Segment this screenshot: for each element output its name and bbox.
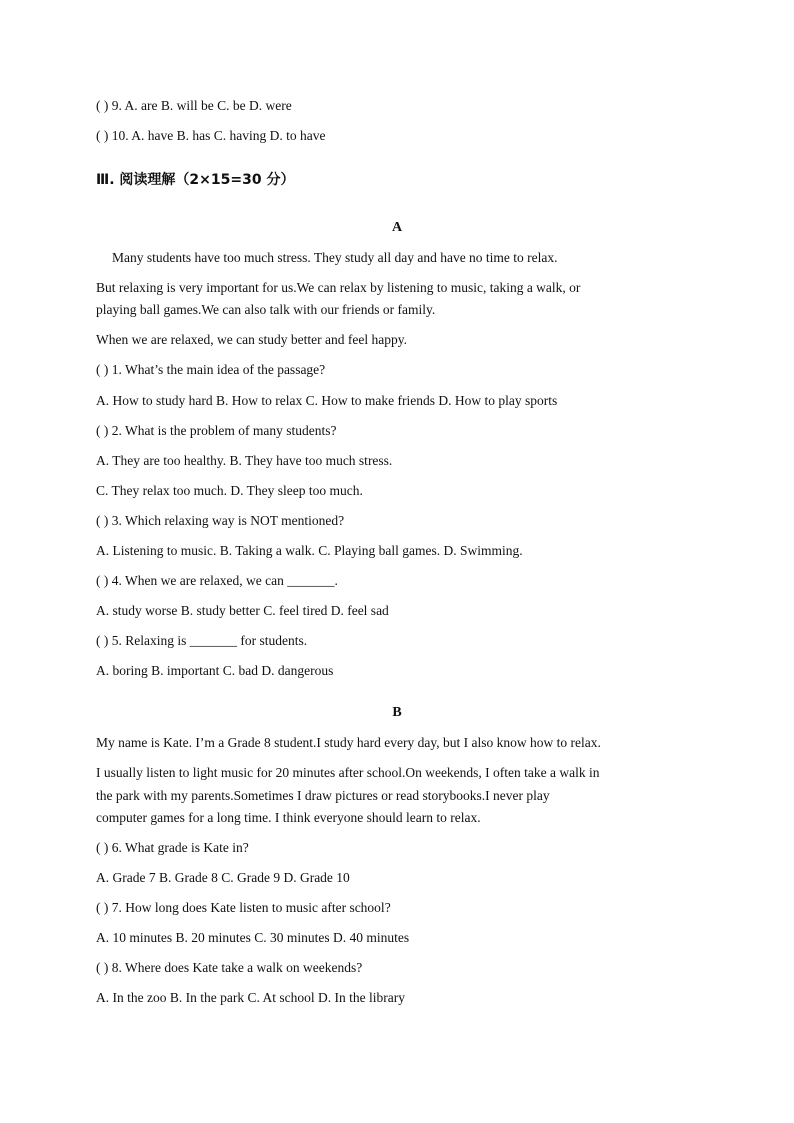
question-10: ( ) 10. A. have B. has C. having D. to have [96, 128, 326, 143]
passage-a-line: When we are relaxed, we can study better and feel happy. [96, 332, 407, 347]
passage-b-line: the park with my parents.Sometimes I draw pictures or read storybooks.I never play [96, 788, 550, 803]
question-1: ( ) 1. What’s the main idea of the passage? [96, 362, 326, 377]
options-8: A. In the zoo B. In the park C. At school D. In the library [96, 990, 405, 1005]
options-2-cd: C. They relax too much. D. They sleep too much. [96, 483, 363, 498]
options-7: A. 10 minutes B. 20 minutes C. 30 minutes D. 40 minutes [96, 930, 410, 945]
passage-b-title: B [392, 705, 402, 720]
question-3: ( ) 3. Which relaxing way is NOT mentioned? [96, 513, 345, 528]
passage-b-line: I usually listen to light music for 20 minutes after school.On weekends, I often take a walk in [96, 765, 600, 780]
options-5: A. boring B. important C. bad D. dangerous [96, 663, 334, 678]
passage-a-title: A [391, 220, 403, 235]
passage-b-line: computer games for a long time. I think everyone should learn to relax. [96, 810, 481, 825]
options-1: A. How to study hard B. How to relax C. How to make friends D. How to play sports [96, 393, 558, 408]
question-8: ( ) 8. Where does Kate take a walk on weekends? [96, 960, 363, 975]
passage-a-line: Many students have too much stress. They study all day and have no time to relax. [112, 250, 558, 265]
passage-a-line: But relaxing is very important for us.We can relax by listening to music, taking a walk, or [96, 280, 581, 295]
passage-b-line: My name is Kate. I’m a Grade 8 student.I study hard every day, but I also know how to relax. [96, 735, 601, 750]
question-4: ( ) 4. When we are relaxed, we can _______. [96, 573, 338, 588]
options-2-ab: A. They are too healthy. B. They have too much stress. [96, 453, 393, 468]
options-6: A. Grade 7 B. Grade 8 C. Grade 9 D. Grade 10 [96, 870, 350, 885]
options-4: A. study worse B. study better C. feel tired D. feel sad [96, 603, 389, 618]
options-3: A. Listening to music. B. Taking a walk. C. Playing ball games. D. Swimming. [96, 543, 523, 558]
section-heading: Ⅲ. 阅读理解（2×15=30 分） [96, 172, 295, 188]
question-5: ( ) 5. Relaxing is _______ for students. [96, 633, 308, 648]
question-6: ( ) 6. What grade is Kate in? [96, 840, 249, 855]
question-2: ( ) 2. What is the problem of many students? [96, 423, 337, 438]
passage-a-line: playing ball games.We can also talk with our friends or family. [96, 302, 436, 317]
question-7: ( ) 7. How long does Kate listen to music after school? [96, 900, 391, 915]
question-9: ( ) 9. A. are B. will be C. be D. were [96, 98, 292, 113]
